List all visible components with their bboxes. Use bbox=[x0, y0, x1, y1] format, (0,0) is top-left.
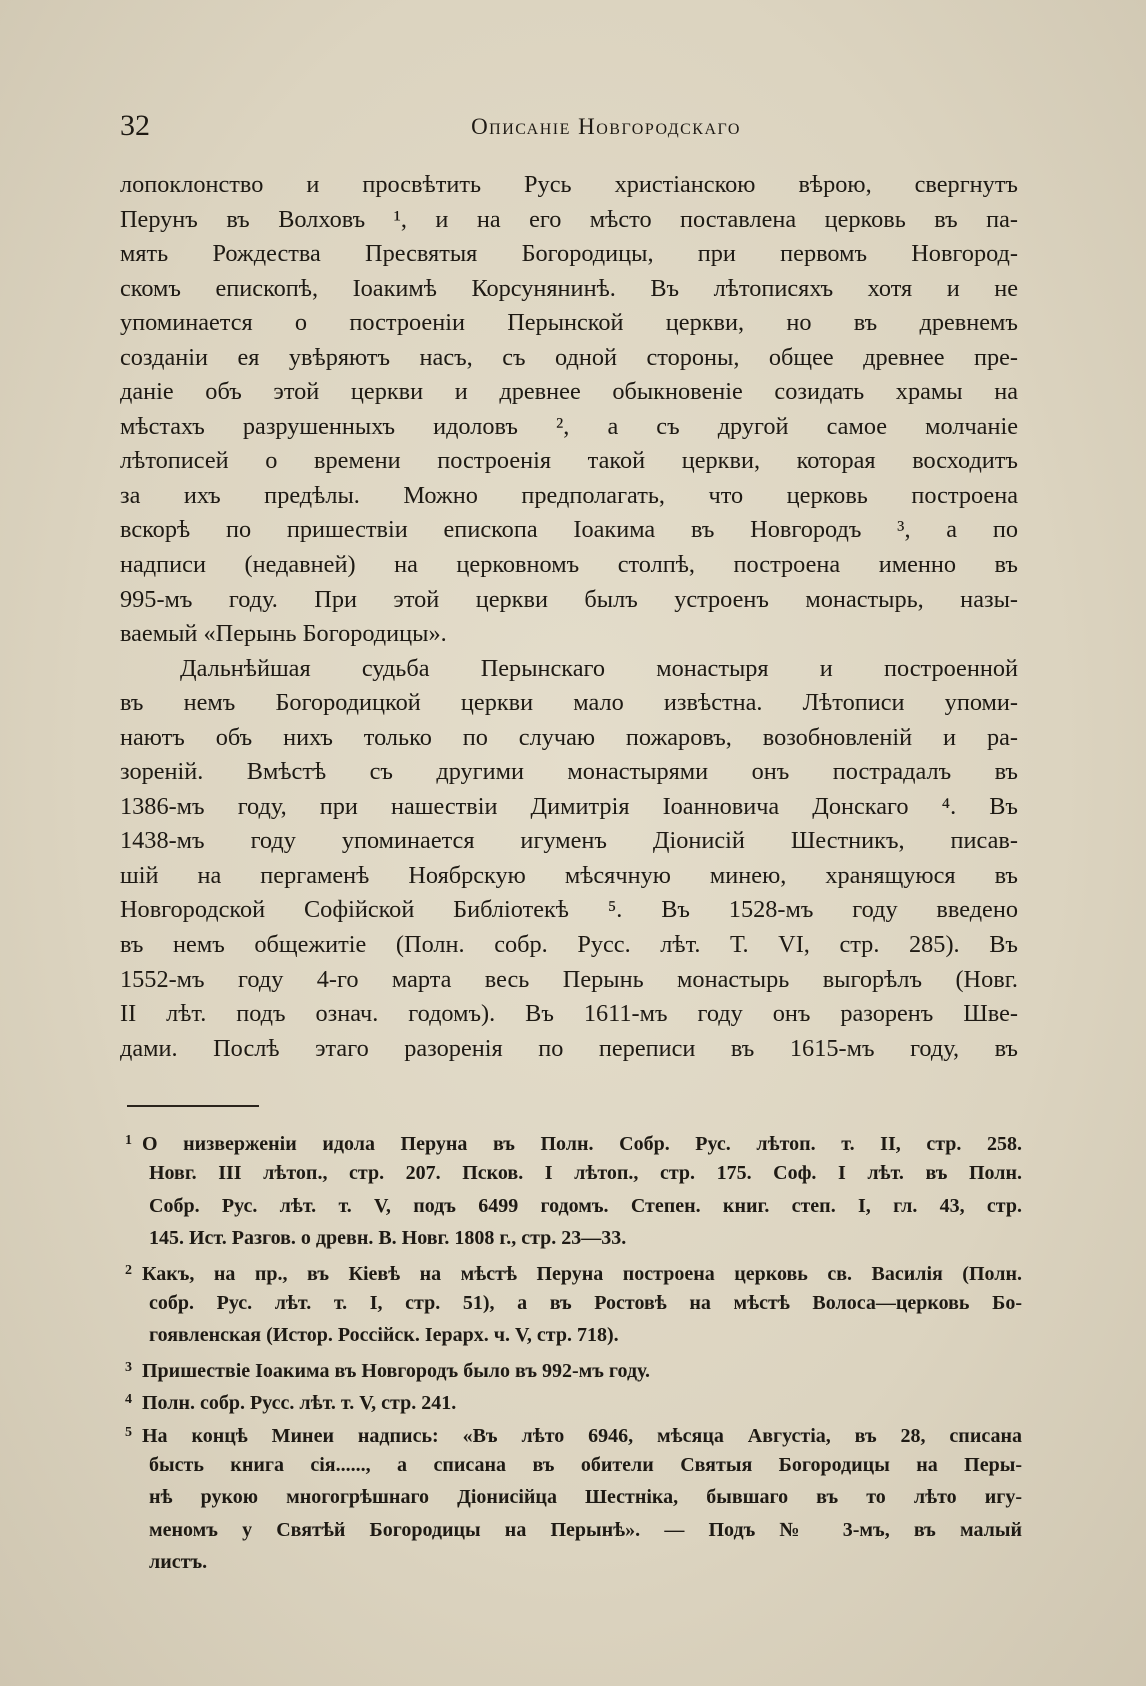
footnote-marker: 4 bbox=[125, 1392, 132, 1408]
text-line: 995-мъ году. При этой церкви былъ устроенъ монастырь, назы- bbox=[120, 585, 1018, 613]
footnote-3 bbox=[125, 1352, 1022, 1384]
body-text bbox=[120, 168, 1018, 1066]
footnote-text: 145. Ист. Разгов. о древн. В. Новг. 1808 г., стр. 23—33. bbox=[149, 1227, 627, 1250]
text-line: лопоклонство и просвѣтить Русь христіанскою вѣрою, свергнутъ bbox=[120, 171, 1018, 198]
footnote-text: нѣ рукою многогрѣшнаго Діонисійца Шестніка, бывшаго въ то лѣто игу- bbox=[149, 1486, 1022, 1509]
footnote-text: Собр. Рус. лѣт. т. V, подъ 6499 годомъ. Степен. книг. степ. I, гл. 43, стр. bbox=[149, 1194, 1022, 1217]
footnote-marker: 5 bbox=[125, 1424, 132, 1440]
text-line: мѣстахъ разрушенныхъ идоловъ ², а съ другой самое молчаніе bbox=[120, 412, 1018, 440]
footnote-divider bbox=[127, 1105, 259, 1107]
text-line: въ немъ Богородицкой церкви мало извѣстна. Лѣтописи упоми- bbox=[120, 689, 1018, 717]
text-line: за ихъ предѣлы. Можно предполагать, что церковь построена bbox=[120, 481, 1018, 509]
text-line: зореній. Вмѣстѣ съ другими монастырями онъ пострадалъ въ bbox=[120, 758, 1018, 786]
footnote-marker: 1 bbox=[125, 1133, 132, 1148]
footnotes bbox=[125, 1125, 1022, 1578]
footnote-2 bbox=[125, 1255, 1022, 1352]
footnote-1 bbox=[125, 1125, 1022, 1255]
text-line: 1552-мъ году 4-го марта весь Перынь монастырь выгорѣлъ (Новг. bbox=[120, 965, 1018, 993]
page-number: 32 bbox=[120, 109, 150, 142]
footnote-text: гоявленская (Истор. Россійск. Іерарх. ч. V, стр. 718). bbox=[149, 1324, 619, 1347]
text-line: вскорѣ по пришествіи епископа Іоакима въ Новгородъ ³, а по bbox=[120, 516, 1018, 544]
footnote-text: собр. Рус. лѣт. т. I, стр. 51), а въ Ростовѣ на мѣстѣ Волоса—церковь Бо- bbox=[149, 1291, 1022, 1314]
footnote-text: Какъ, на пр., въ Кіевѣ на мѣстѣ Перуна построена церковь св. Василія (Полн. bbox=[142, 1262, 1022, 1285]
running-head bbox=[120, 108, 1032, 148]
footnote-text: Пришествіе Іоакима въ Новгородъ было въ 992-мъ году. bbox=[142, 1359, 651, 1382]
text-line: даніе объ этой церкви и древнее обыкновеніе созидать храмы на bbox=[120, 378, 1018, 406]
running-title: Описаніе Новгородскаго bbox=[471, 114, 741, 139]
footnote-text: листъ. bbox=[149, 1551, 208, 1574]
text-line: лѣтописей о времени построенія такой церкви, которая восходитъ bbox=[120, 447, 1018, 475]
text-line: 1386-мъ году, при нашествіи Димитрія Іоанновича Донскаго ⁴. Въ bbox=[120, 792, 1018, 820]
footnote-text: На концѣ Минеи надпись: «Въ лѣто 6946, мѣсяца Августіа, въ 28, списана bbox=[142, 1424, 1022, 1447]
text-line: 1438-мъ году упоминается игуменъ Діонисій Шестникъ, писав- bbox=[120, 827, 1018, 855]
text-line: Дальнѣйшая судьба Перынскаго монастыря и построенной bbox=[180, 654, 1018, 682]
footnote-marker: 2 bbox=[125, 1262, 132, 1278]
text-line: дами. Послѣ этаго разоренія по переписи въ 1615-мъ году, въ bbox=[120, 1034, 1018, 1062]
text-line: скомъ епископѣ, Іоакимѣ Корсунянинѣ. Въ лѣтописяхъ хотя и не bbox=[120, 274, 1018, 302]
text-line: въ немъ общежитіе (Полн. собр. Русс. лѣт. Т. VI, стр. 285). Въ bbox=[120, 931, 1018, 959]
footnote-5 bbox=[125, 1417, 1022, 1579]
footnote-text: меномъ у Святѣй Богородицы на Перынѣ». — Подъ № 3-мъ, въ малый bbox=[149, 1518, 1022, 1541]
footnote-text: бысть книга сія......, а списана въ обители Святыя Богородицы на Перы- bbox=[149, 1453, 1022, 1476]
text-line: упоминается о построеніи Перынской церкви, но въ древнемъ bbox=[120, 309, 1018, 337]
text-line: надписи (недавней) на церковномъ столпѣ, построена именно въ bbox=[120, 551, 1018, 579]
text-line: шій на пергаменѣ Ноябрскую мѣсячную минею, хранящуюся въ bbox=[120, 861, 1018, 889]
text-line: ваемый «Перынь Богородицы». bbox=[120, 620, 447, 648]
footnote-text: Новг. III лѣтоп., стр. 207. Псков. I лѣтоп., стр. 175. Соф. I лѣт. въ Полн. bbox=[149, 1162, 1022, 1185]
footnote-text: Полн. собр. Русс. лѣт. т. V, стр. 241. bbox=[142, 1392, 457, 1415]
footnote-marker: 3 bbox=[125, 1359, 132, 1375]
text-line: наютъ объ нихъ только по случаю пожаровъ, возобновленій и ра- bbox=[120, 723, 1018, 751]
text-line: Новгородской Софійской Библіотекѣ ⁵. Въ 1528-мъ году введено bbox=[120, 896, 1018, 924]
footnote-4 bbox=[125, 1384, 1022, 1416]
text-line: мять Рождества Пресвятыя Богородицы, при первомъ Новгород- bbox=[120, 240, 1018, 268]
text-line: Перунъ въ Волховъ ¹, и на его мѣсто поставлена церковь въ па- bbox=[120, 205, 1018, 233]
footnote-text: О низверженіи идола Перуна въ Полн. Собр. Рус. лѣтоп. т. II, стр. 258. bbox=[142, 1133, 1022, 1155]
text-line: созданіи ея увѣряютъ насъ, съ одной стороны, общее древнее пре- bbox=[120, 343, 1018, 371]
text-line: II лѣт. подъ означ. годомъ). Въ 1611-мъ году онъ разоренъ Шве- bbox=[120, 1000, 1018, 1028]
